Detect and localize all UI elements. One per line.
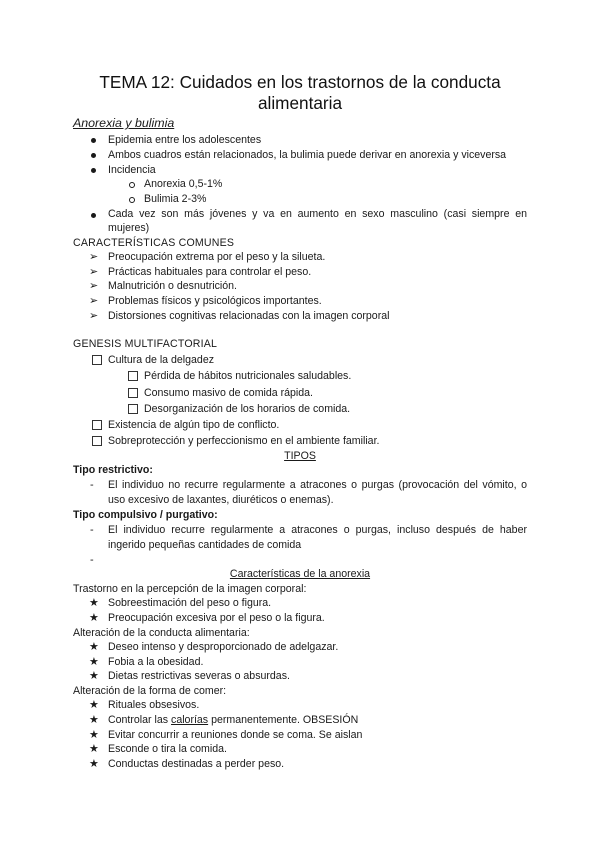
list-item: Cada vez son más jóvenes y va en aumento en sexo masculino (casi siempre en mujeres): [108, 208, 527, 234]
list-item: Incidencia: [108, 164, 156, 176]
restrictive-type-label: Tipo restrictivo:: [73, 464, 153, 476]
arrow-bullet-icon: ➢: [89, 295, 99, 307]
arrow-bullet-icon: ➢: [89, 251, 99, 263]
list-item: Consumo masivo de comida rápida.: [144, 387, 313, 399]
control-text-end: permanentemente. OBSESIÓN: [211, 714, 359, 726]
star-bullet-icon: ★: [89, 699, 99, 711]
common-characteristics-heading: CARACTERÍSTICAS COMUNES: [73, 237, 235, 249]
bullet-disc-icon: [91, 213, 96, 218]
page-title: TEMA 12: Cuidados en los trastornos de la conducta alimentaria: [99, 72, 501, 113]
checkbox-icon: [92, 436, 102, 446]
compulsive-type-label: Tipo compulsivo / purgativo:: [73, 509, 218, 521]
star-bullet-icon: ★: [89, 670, 99, 682]
checkbox-icon: [128, 404, 138, 414]
bullet-circle-icon: [129, 197, 135, 203]
list-item: Preocupación excesiva por el peso o la figura.: [108, 612, 325, 624]
star-bullet-icon: ★: [89, 743, 99, 755]
arrow-bullet-icon: ➢: [89, 266, 99, 278]
eating-heading: Alteración de la forma de comer:: [73, 685, 227, 697]
bullet-disc-icon: [91, 138, 96, 143]
list-item: Conductas destinadas a perder peso.: [108, 758, 285, 770]
list-item: Sobreestimación del peso o figura.: [108, 597, 272, 609]
bullet-circle-icon: [129, 182, 135, 188]
arrow-bullet-icon: ➢: [89, 310, 99, 322]
list-item: Malnutrición o desnutrición.: [108, 280, 237, 292]
list-item: Ambos cuadros están relacionados, la bulimia puede derivar en anorexia y viceversa: [108, 149, 507, 161]
list-item: Evitar concurrir a reuniones donde se coma. Se aislan: [108, 729, 363, 741]
behavior-heading: Alteración de la conducta alimentaria:: [73, 627, 250, 639]
list-item: Sobreprotección y perfeccionismo en el ambiente familiar.: [108, 435, 380, 447]
section-heading-anorexia-bulimia: Anorexia y bulimia: [73, 116, 175, 130]
anorexia-characteristics-heading: Características de la anorexia: [229, 568, 371, 580]
list-item: Preocupación extrema por el peso y la silueta.: [108, 251, 326, 263]
compulsive-type-description: El individuo recurre regularmente a atracones o purgas, incluso después de haber ingerido pequeñas cantidades de comida: [108, 524, 527, 551]
star-bullet-icon: ★: [89, 714, 99, 726]
star-bullet-icon: ★: [89, 597, 99, 609]
list-item: Pérdida de hábitos nutricionales saludables.: [144, 370, 352, 382]
star-bullet-icon: ★: [89, 641, 99, 653]
checkbox-icon: [128, 371, 138, 381]
list-item: Epidemia entre los adolescentes: [108, 134, 262, 146]
bullet-disc-icon: [91, 153, 96, 158]
list-item: Anorexia 0,5-1%: [144, 178, 223, 190]
dash-bullet-icon: -: [90, 524, 94, 536]
star-bullet-icon: ★: [89, 656, 99, 668]
checkbox-icon: [92, 420, 102, 430]
list-item: Existencia de algún tipo de conflicto.: [108, 419, 280, 431]
list-item: Cultura de la delgadez: [108, 354, 215, 366]
checkbox-icon: [128, 388, 138, 398]
list-item: Rituales obsesivos.: [108, 699, 200, 711]
list-item: Bulimia 2-3%: [144, 193, 207, 205]
types-heading: TIPOS: [284, 450, 316, 462]
dash-bullet-icon: -: [90, 554, 94, 566]
list-item: Fobia a la obesidad.: [108, 656, 204, 668]
dash-bullet-icon: -: [90, 479, 94, 491]
list-item: Desorganización de los horarios de comida.: [144, 403, 351, 415]
star-bullet-icon: ★: [89, 612, 99, 624]
arrow-bullet-icon: ➢: [89, 280, 99, 292]
control-text-start: Controlar las: [108, 714, 169, 726]
list-item: Esconde o tira la comida.: [108, 743, 227, 755]
perception-heading: Trastorno en la percepción de la imagen corporal:: [73, 583, 307, 595]
genesis-heading: GENESIS MULTIFACTORIAL: [73, 338, 218, 350]
list-item: Distorsiones cognitivas relacionadas con la imagen corporal: [108, 310, 390, 322]
star-bullet-icon: ★: [89, 729, 99, 741]
calories-word: calorías: [171, 714, 209, 726]
list-item: Problemas físicos y psicológicos importantes.: [108, 295, 322, 307]
bullet-disc-icon: [91, 168, 96, 173]
star-bullet-icon: ★: [89, 758, 99, 770]
list-item: Dietas restrictivas severas o absurdas.: [108, 670, 290, 682]
checkbox-icon: [92, 355, 102, 365]
list-item: [108, 713, 358, 727]
restrictive-type-description: El individuo no recurre regularmente a atracones o purgas (provocación del vómito, o uso excesivo de laxantes, diuréticos o enemas).: [108, 479, 527, 506]
list-item: Prácticas habituales para controlar el peso.: [108, 266, 312, 278]
list-item: Deseo intenso y desproporcionado de adelgazar.: [108, 641, 339, 653]
